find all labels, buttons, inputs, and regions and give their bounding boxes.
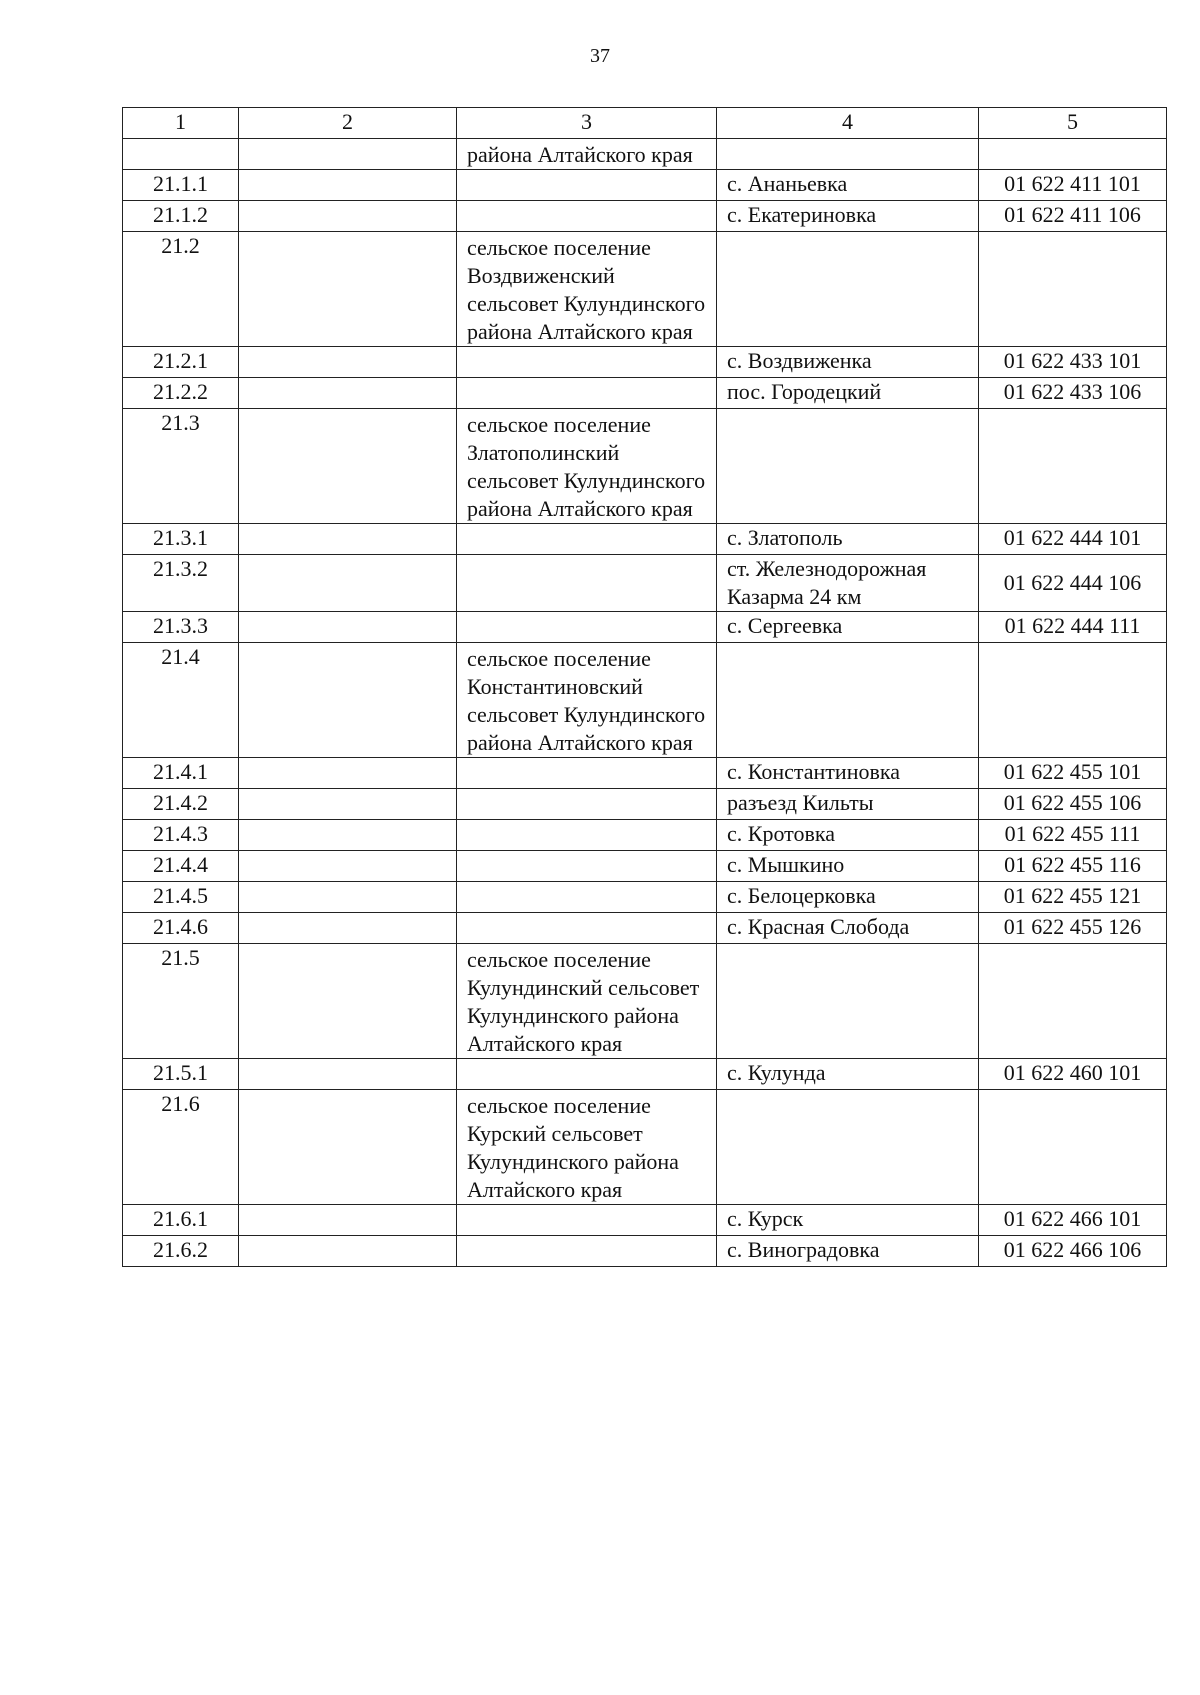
- table-row-settlement: [123, 232, 1167, 347]
- cell-locality: [717, 139, 979, 170]
- cell-locality: [717, 944, 979, 1059]
- table-row-settlement: [123, 944, 1167, 1059]
- cell-col2: [239, 944, 457, 1059]
- cell-col2: [239, 1236, 457, 1267]
- cell-col2: [239, 347, 457, 378]
- cell-code: 01 622 444 106: [979, 555, 1167, 612]
- cell-municipality: [457, 170, 717, 201]
- cell-number: 21.4.6: [123, 913, 239, 944]
- cell-code: [979, 1090, 1167, 1205]
- cell-number: 21.3.1: [123, 524, 239, 555]
- header-cell: 2: [239, 108, 457, 139]
- cell-municipality: [457, 758, 717, 789]
- cell-code: 01 622 411 106: [979, 201, 1167, 232]
- cell-locality: с. Красная Слобода: [717, 913, 979, 944]
- cell-code: 01 622 466 101: [979, 1205, 1167, 1236]
- cell-number: 21.6.1: [123, 1205, 239, 1236]
- cell-col2: [239, 524, 457, 555]
- cell-col2: [239, 378, 457, 409]
- cell-municipality: [457, 201, 717, 232]
- settlements-table: [122, 107, 1167, 1267]
- cell-number: 21.3.2: [123, 555, 239, 612]
- cell-municipality: [457, 1059, 717, 1090]
- cell-municipality: сельское поселение Курский сельсовет Кулундинского района Алтайского края: [457, 1090, 717, 1205]
- cell-municipality: [457, 1205, 717, 1236]
- table-row: [123, 851, 1167, 882]
- cell-code: 01 622 460 101: [979, 1059, 1167, 1090]
- cell-municipality: сельское поселение Кулундинский сельсовет Кулундинского района Алтайского края: [457, 944, 717, 1059]
- cell-code: 01 622 433 101: [979, 347, 1167, 378]
- table-row: [123, 1205, 1167, 1236]
- cell-locality: с. Курск: [717, 1205, 979, 1236]
- page-number: 37: [590, 45, 610, 67]
- cell-code: [979, 643, 1167, 758]
- cell-col2: [239, 643, 457, 758]
- cell-municipality: [457, 612, 717, 643]
- cell-locality: с. Белоцерковка: [717, 882, 979, 913]
- table-row: [123, 201, 1167, 232]
- cell-number: 21.6: [123, 1090, 239, 1205]
- table-row: [123, 378, 1167, 409]
- table-row-settlement: [123, 643, 1167, 758]
- header-cell: 1: [123, 108, 239, 139]
- cell-col2: [239, 851, 457, 882]
- cell-col2: [239, 170, 457, 201]
- cell-municipality: района Алтайского края: [457, 139, 717, 170]
- cell-locality: разъезд Кильты: [717, 789, 979, 820]
- cell-municipality: [457, 555, 717, 612]
- cell-number: 21.2.2: [123, 378, 239, 409]
- table-row-settlement: [123, 409, 1167, 524]
- header-cell: 4: [717, 108, 979, 139]
- cell-number: 21.4.3: [123, 820, 239, 851]
- cell-number: 21.3.3: [123, 612, 239, 643]
- cell-municipality: [457, 882, 717, 913]
- cell-code: [979, 232, 1167, 347]
- cell-code: 01 622 455 126: [979, 913, 1167, 944]
- table-body: [123, 108, 1167, 1267]
- cell-municipality: [457, 851, 717, 882]
- table-row: [123, 170, 1167, 201]
- cell-locality: с. Константиновка: [717, 758, 979, 789]
- table-row: [123, 913, 1167, 944]
- cell-code: 01 622 411 101: [979, 170, 1167, 201]
- cell-locality: с. Златополь: [717, 524, 979, 555]
- table-row: [123, 789, 1167, 820]
- table-header-row: [123, 108, 1167, 139]
- cell-locality: пос. Городецкий: [717, 378, 979, 409]
- cell-locality: с. Екатериновка: [717, 201, 979, 232]
- cell-col2: [239, 882, 457, 913]
- cell-col2: [239, 1090, 457, 1205]
- table-row: [123, 882, 1167, 913]
- cell-col2: [239, 612, 457, 643]
- cell-municipality: сельское поселение Воздвиженский сельсовет Кулундинского района Алтайского края: [457, 232, 717, 347]
- cell-col2: [239, 758, 457, 789]
- cell-municipality: сельское поселение Константиновский сельсовет Кулундинского района Алтайского края: [457, 643, 717, 758]
- cell-code: [979, 139, 1167, 170]
- cell-locality: ст. Железнодорожная Казарма 24 км: [717, 555, 979, 612]
- cell-locality: [717, 1090, 979, 1205]
- cell-col2: [239, 139, 457, 170]
- cell-code: [979, 409, 1167, 524]
- table-row: [123, 758, 1167, 789]
- cell-locality: с. Сергеевка: [717, 612, 979, 643]
- cell-locality: [717, 409, 979, 524]
- header-cell: 5: [979, 108, 1167, 139]
- table-row: [123, 524, 1167, 555]
- cell-locality: с. Виноградовка: [717, 1236, 979, 1267]
- table-row: [123, 347, 1167, 378]
- cell-number: 21.2.1: [123, 347, 239, 378]
- cell-municipality: [457, 789, 717, 820]
- table-row: [123, 555, 1167, 612]
- cell-col2: [239, 555, 457, 612]
- table-row: [123, 820, 1167, 851]
- cell-municipality: [457, 913, 717, 944]
- cell-municipality: [457, 820, 717, 851]
- cell-number: 21.6.2: [123, 1236, 239, 1267]
- cell-code: [979, 944, 1167, 1059]
- cell-locality: с. Кулунда: [717, 1059, 979, 1090]
- cell-locality: [717, 232, 979, 347]
- cell-locality: с. Воздвиженка: [717, 347, 979, 378]
- cell-number: 21.4.4: [123, 851, 239, 882]
- cell-number: 21.5: [123, 944, 239, 1059]
- cell-code: 01 622 444 101: [979, 524, 1167, 555]
- cell-number: 21.1.2: [123, 201, 239, 232]
- cell-code: 01 622 455 101: [979, 758, 1167, 789]
- cell-municipality: [457, 347, 717, 378]
- cell-col2: [239, 409, 457, 524]
- cell-code: 01 622 455 111: [979, 820, 1167, 851]
- cell-number: [123, 139, 239, 170]
- cell-col2: [239, 232, 457, 347]
- cell-municipality: [457, 1236, 717, 1267]
- cell-number: 21.2: [123, 232, 239, 347]
- cell-municipality: сельское поселение Златополинский сельсовет Кулундинского района Алтайского края: [457, 409, 717, 524]
- cell-code: 01 622 455 116: [979, 851, 1167, 882]
- cell-locality: с. Ананьевка: [717, 170, 979, 201]
- cell-locality: [717, 643, 979, 758]
- cell-municipality: [457, 524, 717, 555]
- cell-number: 21.4: [123, 643, 239, 758]
- cell-code: 01 622 444 111: [979, 612, 1167, 643]
- cell-number: 21.3: [123, 409, 239, 524]
- table-row-settlement: [123, 1090, 1167, 1205]
- cell-col2: [239, 1059, 457, 1090]
- table-row: [123, 1059, 1167, 1090]
- cell-code: 01 622 466 106: [979, 1236, 1167, 1267]
- cell-col2: [239, 789, 457, 820]
- cell-col2: [239, 820, 457, 851]
- cell-number: 21.5.1: [123, 1059, 239, 1090]
- cell-code: 01 622 455 106: [979, 789, 1167, 820]
- cell-col2: [239, 913, 457, 944]
- header-cell: 3: [457, 108, 717, 139]
- cell-number: 21.4.2: [123, 789, 239, 820]
- cell-code: 01 622 455 121: [979, 882, 1167, 913]
- cell-locality: с. Мышкино: [717, 851, 979, 882]
- table-row: [123, 1236, 1167, 1267]
- cell-col2: [239, 1205, 457, 1236]
- cell-number: 21.4.5: [123, 882, 239, 913]
- table-row: [123, 612, 1167, 643]
- cell-number: 21.4.1: [123, 758, 239, 789]
- cell-locality: с. Кротовка: [717, 820, 979, 851]
- cell-number: 21.1.1: [123, 170, 239, 201]
- table-row-settlement: [123, 139, 1167, 170]
- cell-code: 01 622 433 106: [979, 378, 1167, 409]
- cell-municipality: [457, 378, 717, 409]
- cell-col2: [239, 201, 457, 232]
